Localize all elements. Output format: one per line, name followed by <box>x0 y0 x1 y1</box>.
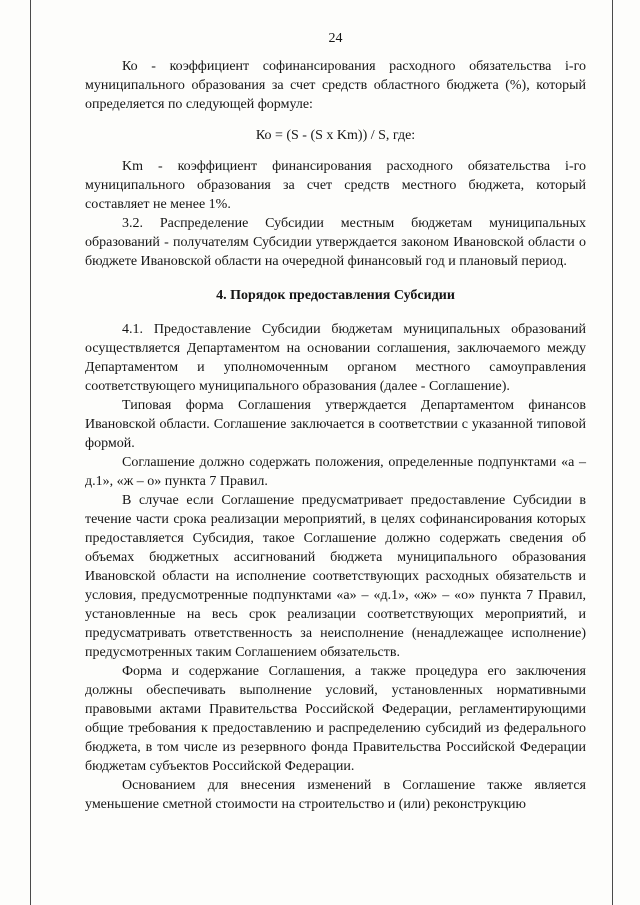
page-border-right-line <box>612 0 613 905</box>
paragraph: В случае если Соглашение предусматривает предоставление Субсидии в течение части срока реализации мероприятий, в целях софинансирования которых предоставляется Субсидия, такое Соглашение должно содержать сведения об объемах бюджетных ассигнований бюджета муниципального образования Ивановской области на исполнение соответствующих расходных обязательств и условия, предусмотренные подпунктами «а» – «д.1», «ж» – «о» пункта 7 Правил, установленные на весь срок реализации соответствующих мероприятий, и предусматривать ответственность за неисполнение (ненадлежащее исполнение) предусмотренных таким Соглашением обязательств. <box>85 493 586 660</box>
paragraph: Km - коэффициент финансирования расходного обязательства i-го муниципального образования за счет средств местного бюджета, который составляет не менее 1%. <box>85 159 586 212</box>
paragraph: Ко - коэффициент софинансирования расходного обязательства i-го муниципального образования за счет средств областного бюджета (%), который определяется по следующей формуле: <box>85 59 586 112</box>
formula-line: Ко = (S - (S x Km)) / S, где: <box>255 128 416 143</box>
document-body <box>85 57 586 814</box>
paragraph: Форма и содержание Соглашения, а также процедура его заключения должны обеспечивать выполнение условий, установленных нормативными правовыми актами Правительства Российской Федерации, регламентирующими общие требования к предоставлению и распределению субсидий из федерального бюджета, в том числе из резервного фонда Правительства Российской Федерации бюджетам субъектов Российской Федерации. <box>85 664 586 774</box>
paragraph: 3.2. Распределение Субсидии местным бюджетам муниципальных образований - получателям Субсидии утверждается законом Ивановской области о бюджете Ивановской области на очередной финансовый год и плановый период. <box>85 216 586 269</box>
paragraph: Основанием для внесения изменений в Соглашение также является уменьшение сметной стоимости на строительство и (или) реконструкцию <box>85 778 586 812</box>
paragraph: Типовая форма Соглашения утверждается Департаментом финансов Ивановской области. Соглашение заключается в соответствии с указанной типовой формой. <box>85 398 586 451</box>
page-border-left-line <box>30 0 31 905</box>
paragraph: Соглашение должно содержать положения, определенные подпунктами «а – д.1», «ж – о» пункта 7 Правил. <box>85 455 586 489</box>
section-heading: 4. Порядок предоставления Субсидии <box>216 288 455 303</box>
paragraph: 4.1. Предоставление Субсидии бюджетам муниципальных образований осуществляется Департаментом на основании соглашения, заключаемого между Департаментом и уполномоченным органом местного самоуправления соответствующего муниципального образования (далее - Соглашение). <box>85 322 586 394</box>
document-content <box>85 30 586 814</box>
page-number: 24 <box>328 31 343 46</box>
